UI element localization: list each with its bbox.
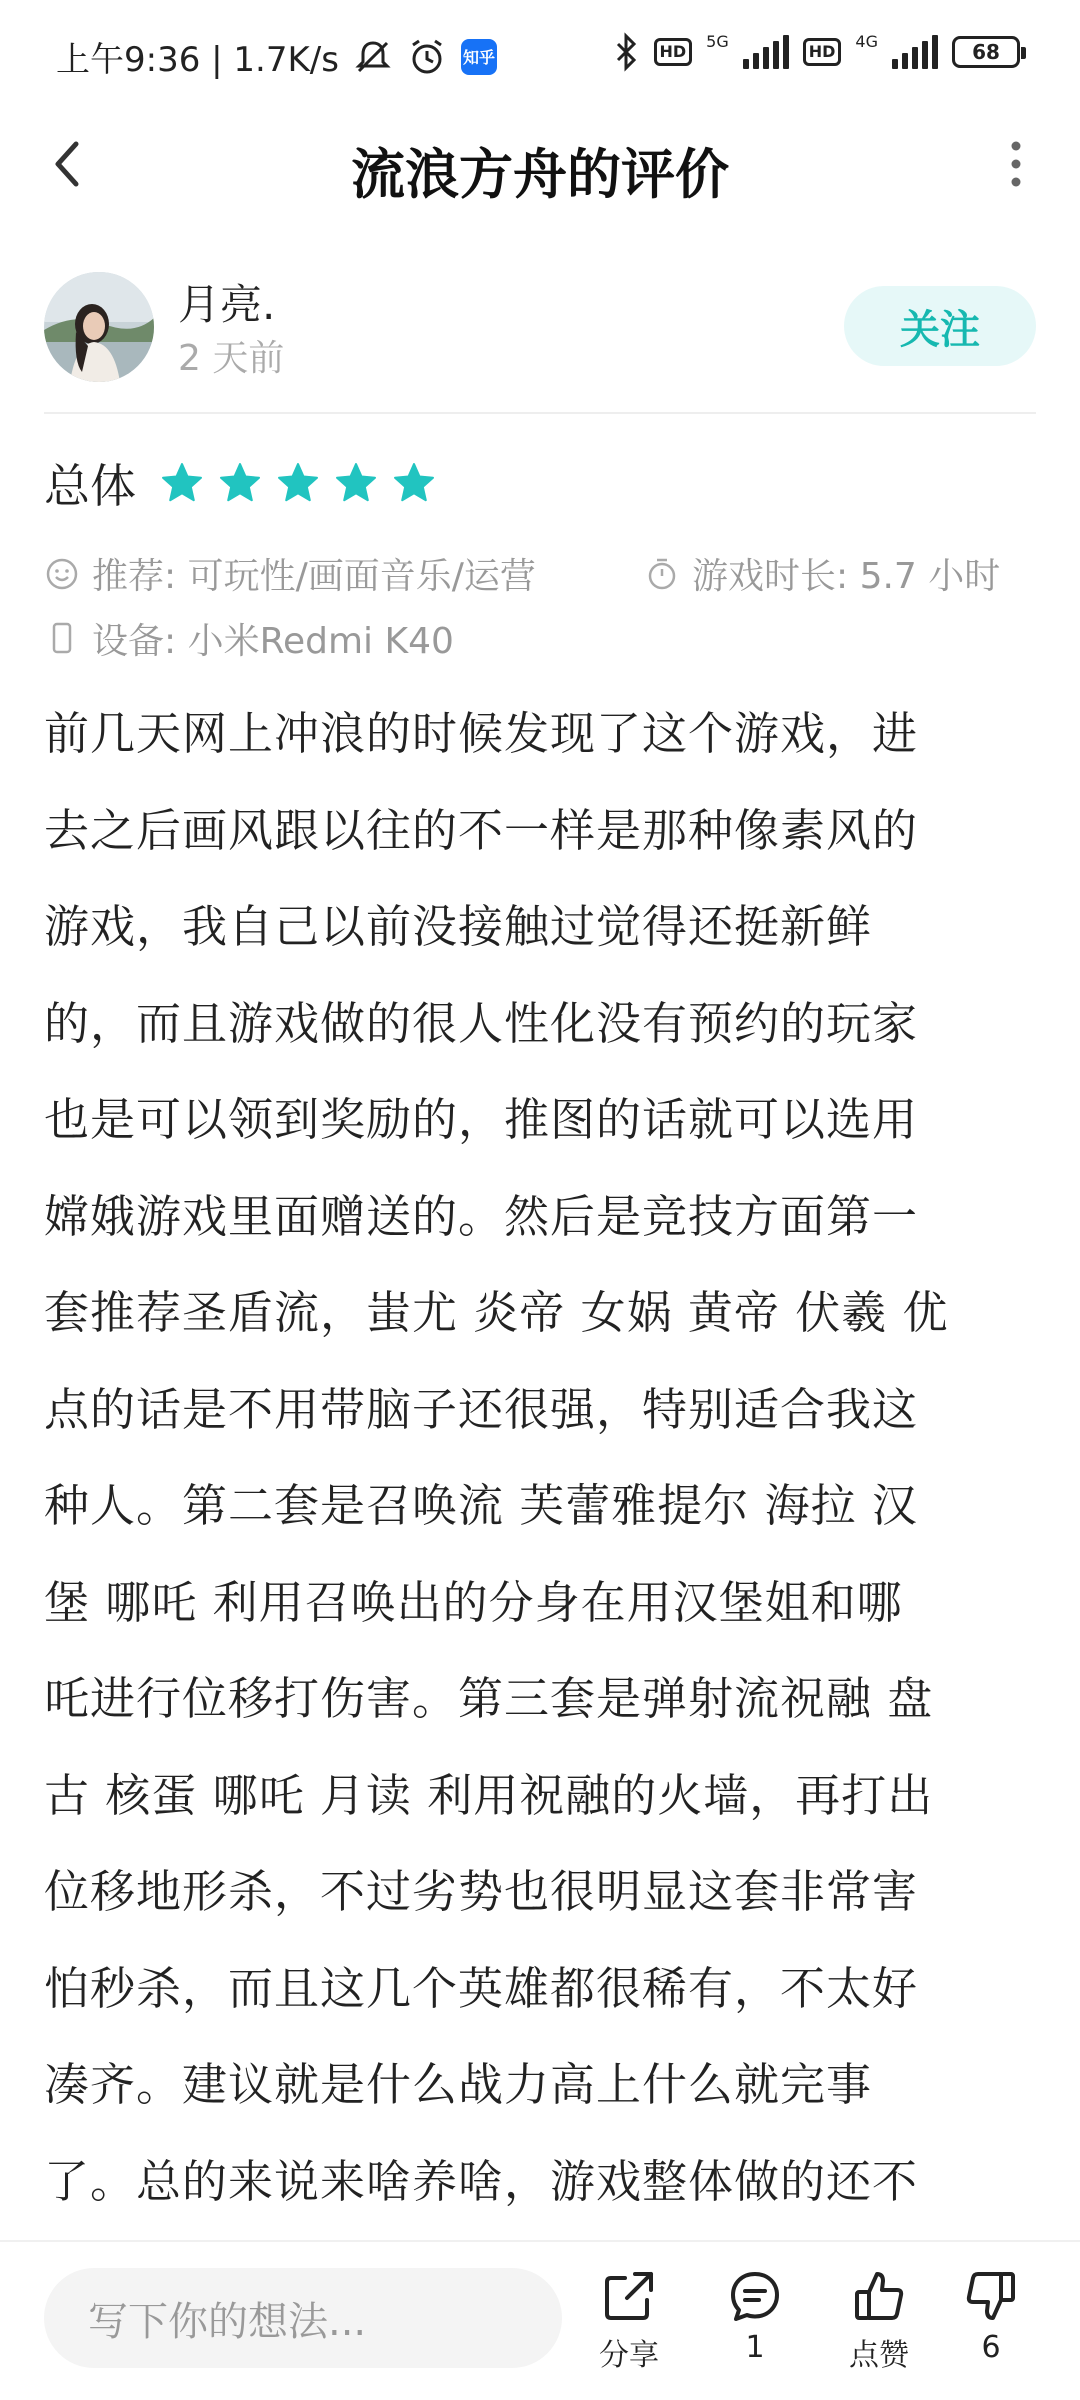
- review-meta: [44, 548, 1044, 604]
- review-time: 2 天前: [178, 338, 285, 379]
- hd-badge-2: HD: [803, 38, 842, 66]
- network-type-2: 4G: [855, 32, 878, 51]
- overall-rating: [44, 448, 436, 518]
- recommend-info: [44, 548, 536, 599]
- review-line: 游戏，我自己以前没接触过觉得还挺新鲜: [44, 900, 873, 953]
- review-line: 前几天网上冲浪的时候发现了这个游戏，进: [44, 707, 919, 760]
- bluetooth-icon: [614, 32, 640, 72]
- recommend-text: 推荐: 可玩性/画面音乐/运营: [92, 556, 536, 597]
- phone-icon: [44, 620, 80, 656]
- star-icon: [218, 461, 262, 505]
- smile-icon: [44, 556, 80, 592]
- review-line: 去之后画风跟以往的不一样是那种像素风的: [44, 803, 919, 857]
- device-info: [44, 610, 454, 666]
- playtime-info: [644, 548, 1000, 599]
- more-button[interactable]: [988, 136, 1044, 192]
- share-icon: [601, 2268, 657, 2324]
- rating-stars: [160, 461, 436, 505]
- signal-icon-1: [743, 35, 789, 69]
- comment-icon: [727, 2268, 783, 2324]
- mute-icon: [353, 37, 393, 77]
- playtime-text: 游戏时长: 5.7 小时: [692, 556, 1001, 597]
- timer-icon: [644, 556, 680, 592]
- reviewer-name[interactable]: 月亮.: [178, 280, 276, 329]
- battery-icon: [952, 36, 1020, 68]
- star-icon: [160, 461, 204, 505]
- review-line: 古 核蛋 哪吒 月读 利用祝融的火墙，再打出: [44, 1768, 934, 1822]
- battery-level: 68: [972, 40, 1000, 64]
- follow-button[interactable]: 关注: [844, 286, 1036, 366]
- avatar-image: [44, 272, 154, 382]
- hd-badge-1: HD: [654, 38, 693, 66]
- comment-count: 1: [745, 2330, 765, 2365]
- review-line: 嫦娥游戏里面赠送的。然后是竞技方面第一: [44, 1189, 919, 1243]
- review-line: 位移地形杀，不过劣势也很明显这套非常害: [44, 1865, 919, 1918]
- review-line: 的，而且游戏做的很人性化没有预约的玩家: [44, 996, 919, 1050]
- review-line: 了。总的来说来啥养啥，游戏整体做的还不: [44, 2154, 919, 2208]
- status-left: [56, 32, 497, 81]
- signal-icon-2: [892, 35, 938, 69]
- review-content: [44, 686, 1036, 2240]
- zhihu-notification-icon: 知乎: [461, 39, 497, 75]
- star-icon: [276, 461, 320, 505]
- like-button[interactable]: [834, 2268, 924, 2388]
- review-line: 套推荐圣盾流，蚩尤 炎帝 女娲 黄帝 伏羲 优: [44, 1286, 949, 1339]
- device-text: 设备: 小米Redmi K40: [92, 620, 454, 662]
- star-icon: [392, 461, 436, 505]
- comment-button[interactable]: [710, 2268, 800, 2388]
- bottom-action-bar: [0, 2240, 1080, 2400]
- network-type-1: 5G: [706, 32, 729, 51]
- review-line: 怕秒杀，而且这几个英雄都很稀有，不太好: [44, 1961, 919, 2015]
- review-line: 凑齐。建议就是什么战力高上什么就完事: [44, 2058, 873, 2111]
- review-line: 种人。第二套是召唤流 芙蕾雅提尔 海拉 汉: [44, 1479, 918, 1532]
- dislike-button[interactable]: [946, 2268, 1036, 2388]
- status-bar: [0, 0, 1080, 110]
- share-button[interactable]: [584, 2268, 674, 2388]
- page-title: 流浪方舟的评价: [351, 143, 729, 206]
- top-navigation: [0, 110, 1080, 220]
- thumbs-up-icon: [851, 2268, 907, 2324]
- status-right: [614, 32, 1021, 72]
- like-label: 点赞: [849, 2338, 909, 2373]
- divider: [44, 412, 1036, 414]
- avatar[interactable]: [44, 272, 154, 382]
- rating-label: 总体: [44, 459, 136, 513]
- thumbs-down-icon: [963, 2268, 1019, 2324]
- time-speed: 上午9:36 | 1.7K/s: [56, 40, 339, 80]
- alarm-icon: [407, 37, 447, 77]
- review-line: 吒进行位移打伤害。第三套是弹射流祝融 盘: [44, 1672, 934, 1725]
- share-label: 分享: [599, 2338, 659, 2373]
- review-line: 堡 哪吒 利用召唤出的分身在用汉堡姐和哪: [44, 1575, 903, 1629]
- reviewer-row: [44, 268, 1036, 388]
- dislike-count: 6: [981, 2330, 1001, 2365]
- review-line: 点的话是不用带脑子还很强，特别适合我这: [44, 1382, 919, 1436]
- review-line: 也是可以领到奖励的，推图的话就可以选用: [44, 1093, 919, 1146]
- star-icon: [334, 461, 378, 505]
- more-vertical-icon: [1006, 138, 1026, 190]
- comment-input[interactable]: 写下你的想法...: [44, 2268, 562, 2368]
